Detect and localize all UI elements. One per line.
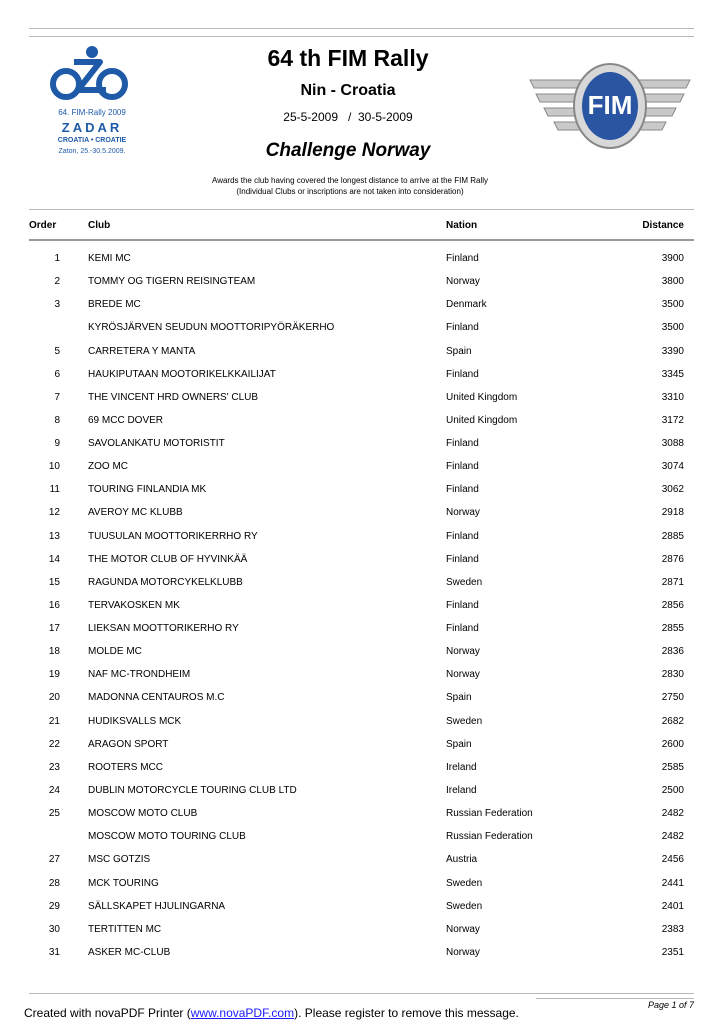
table-row (0, 692, 724, 715)
table-row (0, 878, 724, 901)
row-nation: Spain (446, 345, 472, 357)
row-nation: United Kingdom (446, 414, 518, 426)
row-nation: Finland (446, 530, 479, 542)
row-club: SÄLLSKAPET HJULINGARNA (88, 900, 226, 912)
table-row (0, 831, 724, 854)
row-nation: Finland (446, 438, 479, 450)
motorcycle-logo-icon (48, 44, 136, 104)
row-nation: Sweden (446, 877, 483, 889)
table-row (0, 461, 724, 484)
row-distance: 3088 (661, 438, 684, 450)
row-distance: 3062 (661, 484, 684, 496)
row-order: 5 (54, 345, 60, 357)
row-order: 7 (54, 391, 60, 403)
table-row (0, 415, 724, 438)
row-nation: Ireland (446, 784, 477, 796)
row-club: LIEKSAN MOOTTORIKERHO RY (88, 623, 239, 635)
table-row (0, 716, 724, 739)
table-row (0, 369, 724, 392)
row-club: BREDE MC (88, 299, 141, 311)
row-club: KEMI MC (88, 253, 131, 264)
row-distance: 2441 (661, 877, 684, 889)
row-distance: 3172 (661, 414, 684, 426)
row-distance: 3900 (661, 253, 684, 264)
row-order: 8 (54, 414, 60, 426)
row-distance: 2855 (661, 623, 684, 635)
row-order: 21 (48, 715, 60, 727)
table-row (0, 785, 724, 808)
row-distance: 2500 (661, 784, 684, 796)
table-row (0, 554, 724, 577)
row-order: 30 (48, 923, 60, 935)
col-club-header: Club (88, 220, 111, 231)
award-note: Awards the club having covered the longest distance to arrive at the FIM Rally (212, 176, 488, 185)
table-row (0, 531, 724, 554)
row-nation: Norway (446, 276, 480, 288)
row-club: MOLDE MC (88, 646, 142, 658)
row-distance: 3800 (661, 276, 684, 288)
row-distance: 2585 (661, 761, 684, 773)
row-distance: 2456 (661, 854, 684, 866)
row-order: 17 (48, 623, 60, 635)
row-club: MOSCOW MOTO TOURING CLUB (88, 831, 246, 843)
table-row (0, 808, 724, 831)
row-club: MOSCOW MOTO CLUB (88, 808, 198, 820)
row-club: RAGUNDA MOTORCYKELKLUBB (88, 576, 243, 588)
row-club: DUBLIN MOTORCYCLE TOURING CLUB LTD (88, 784, 297, 796)
table-row (0, 276, 724, 299)
row-nation: Norway (446, 923, 480, 935)
row-nation: Austria (446, 854, 478, 866)
row-order: 20 (48, 692, 60, 704)
row-distance: 3390 (661, 345, 684, 357)
row-club: THE MOTOR CLUB OF HYVINKÄÄ (88, 553, 248, 565)
row-order: 22 (48, 738, 60, 750)
row-distance: 2482 (661, 808, 684, 820)
table-row (0, 577, 724, 600)
table-row (0, 646, 724, 669)
row-distance: 2836 (661, 646, 684, 658)
table-row (0, 854, 724, 877)
table-row (0, 438, 724, 461)
logo-line-4: Zaton, 25.-30.5.2009. (58, 148, 126, 155)
event-location: Nin - Croatia (300, 82, 396, 99)
row-club: MADONNA CENTAUROS M.C (88, 692, 225, 704)
table-row (0, 507, 724, 530)
table-row (0, 392, 724, 415)
row-nation: Finland (446, 623, 479, 635)
row-distance: 2383 (661, 923, 684, 935)
row-order: 23 (48, 761, 60, 773)
row-distance: 2885 (661, 530, 684, 542)
row-club: CARRETERA Y MANTA (88, 345, 196, 357)
row-distance: 2351 (661, 946, 684, 958)
table-top-rule (29, 209, 694, 210)
row-club: 69 MCC DOVER (88, 414, 164, 426)
row-distance: 2750 (661, 692, 684, 704)
row-club: TOURING FINLANDIA MK (88, 484, 207, 496)
row-nation: Finland (446, 599, 479, 611)
footer-rule-short (536, 998, 694, 999)
footer-prefix: Created with novaPDF Printer ( (24, 1006, 191, 1020)
table-row (0, 346, 724, 369)
row-club: TOMMY OG TIGERN REISINGTEAM (88, 276, 256, 288)
col-nation-header: Nation (446, 220, 478, 231)
row-nation: Finland (446, 484, 479, 496)
row-nation: Finland (446, 368, 479, 380)
fim-logo (526, 58, 694, 154)
table-row (0, 924, 724, 947)
row-club: MCK TOURING (88, 877, 159, 889)
row-order: 31 (48, 946, 60, 958)
fim-logo-text: FIM (587, 90, 633, 120)
row-distance: 3500 (661, 322, 684, 334)
col-order-header: Order (29, 220, 57, 231)
table-row (0, 739, 724, 762)
row-nation: Norway (446, 507, 480, 519)
row-nation: Ireland (446, 761, 477, 773)
row-distance: 2871 (661, 576, 684, 588)
row-club: TERTITTEN MC (88, 923, 162, 935)
row-nation: Finland (446, 461, 479, 473)
row-distance: 3345 (661, 368, 684, 380)
row-nation: Finland (446, 253, 479, 264)
row-order: 27 (48, 854, 60, 866)
table-row (0, 253, 724, 276)
award-note-sub: (Individual Clubs or inscriptions are not taken into consideration) (236, 187, 464, 196)
row-nation: Norway (446, 946, 480, 958)
row-nation: Sweden (446, 900, 483, 912)
footer-note (24, 1006, 519, 1020)
row-nation: Norway (446, 646, 480, 658)
page-title: 64 th FIM Rally (267, 45, 429, 71)
row-club: ZOO MC (88, 461, 128, 473)
row-order: 28 (48, 877, 60, 889)
challenge-title: Challenge Norway (265, 140, 431, 161)
logo-line-1: 64. FIM-Rally 2009 (58, 108, 126, 117)
row-order: 11 (49, 484, 60, 496)
row-club: ASKER MC-CLUB (88, 946, 171, 958)
table-row (0, 484, 724, 507)
table-row (0, 623, 724, 646)
logo-line-3: CROATIA • CROATIE (57, 137, 127, 144)
row-nation: Denmark (446, 299, 487, 311)
row-club: HUDIKSVALLS MCK (88, 715, 182, 727)
table-row (0, 322, 724, 345)
row-club: KYRÖSJÄRVEN SEUDUN MOOTTORIPYÖRÄKERHO (88, 322, 335, 334)
row-order: 25 (48, 808, 60, 820)
footer-suffix: ). Please register to remove this message. (294, 1006, 519, 1020)
table-row (0, 299, 724, 322)
row-distance: 3074 (661, 461, 684, 473)
top-rule-2 (29, 36, 694, 37)
row-distance: 2401 (661, 900, 684, 912)
row-order: 3 (54, 299, 60, 311)
row-nation: Finland (446, 322, 479, 334)
row-nation: Sweden (446, 576, 483, 588)
row-order: 9 (54, 438, 60, 450)
row-club: ARAGON SPORT (88, 738, 169, 750)
row-club: AVEROY MC KLUBB (88, 507, 183, 519)
table-row (0, 901, 724, 924)
row-club: NAF MC-TRONDHEIM (88, 669, 191, 681)
novapdf-link[interactable]: www.novaPDF.com (190, 1006, 295, 1020)
row-nation: Norway (446, 669, 480, 681)
row-order: 10 (48, 461, 60, 473)
table-header-rule (29, 239, 694, 241)
row-nation: Sweden (446, 715, 483, 727)
row-distance: 2600 (661, 738, 684, 750)
row-distance: 2830 (661, 669, 684, 681)
row-nation: Russian Federation (446, 808, 533, 820)
row-distance: 3310 (661, 391, 684, 403)
row-order: 18 (48, 646, 60, 658)
logo-line-2: ZADAR (61, 120, 123, 135)
row-nation: United Kingdom (446, 391, 518, 403)
row-order: 16 (48, 599, 60, 611)
event-dates: 25-5-2009 / 30-5-2009 (283, 110, 413, 124)
row-nation: Finland (446, 553, 479, 565)
row-order: 29 (48, 900, 60, 912)
row-club: MSC GOTZIS (88, 854, 151, 866)
footer-rule (29, 993, 694, 994)
row-distance: 2856 (661, 599, 684, 611)
row-club: ROOTERS MCC (88, 761, 163, 773)
top-rule (29, 28, 694, 29)
row-order: 13 (48, 530, 60, 542)
row-order: 15 (48, 576, 60, 588)
row-distance: 2482 (661, 831, 684, 843)
row-club: HAUKIPUTAAN MOOTORIKELKKAILIJAT (88, 368, 276, 380)
row-order: 1 (54, 253, 60, 264)
row-order: 2 (54, 276, 60, 288)
row-order: 14 (48, 553, 60, 565)
row-distance: 2682 (661, 715, 684, 727)
row-club: SAVOLANKATU MOTORISTIT (88, 438, 225, 450)
row-club: TERVAKOSKEN MK (88, 599, 180, 611)
table-row (0, 762, 724, 785)
row-nation: Spain (446, 692, 472, 704)
rally-logo (48, 44, 136, 164)
table-row (0, 600, 724, 623)
row-distance: 2876 (661, 553, 684, 565)
table-row (0, 947, 724, 970)
page-number: Page 1 of 7 (647, 1000, 694, 1010)
row-order: 12 (48, 507, 60, 519)
row-distance: 2918 (661, 507, 684, 519)
row-order: 6 (54, 368, 60, 380)
row-club: THE VINCENT HRD OWNERS' CLUB (88, 391, 259, 403)
col-distance-header: Distance (642, 220, 684, 231)
row-order: 24 (48, 784, 60, 796)
row-nation: Spain (446, 738, 472, 750)
row-order: 19 (48, 669, 60, 681)
row-club: TUUSULAN MOOTTORIKERRHO RY (88, 530, 258, 542)
row-distance: 3500 (661, 299, 684, 311)
row-nation: Russian Federation (446, 831, 533, 843)
table-row (0, 669, 724, 692)
